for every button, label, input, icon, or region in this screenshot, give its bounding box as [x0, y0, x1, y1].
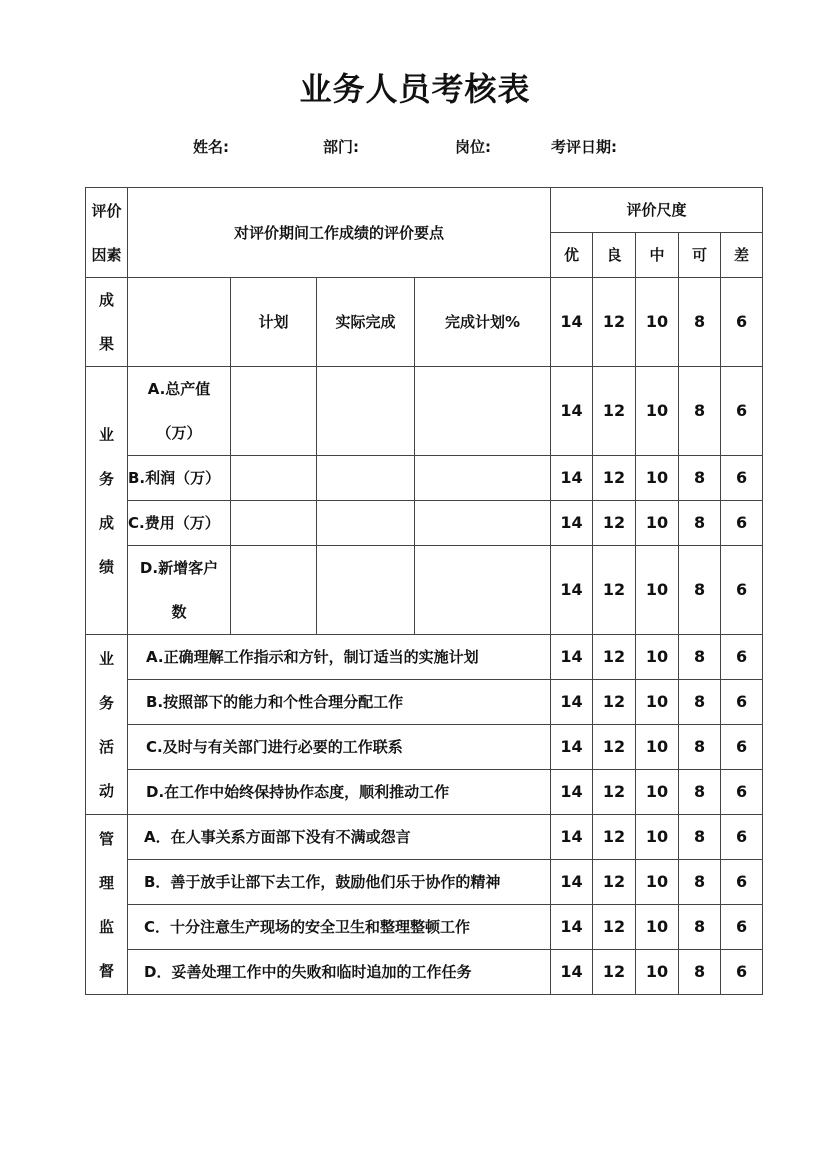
score-cell[interactable]: 12	[593, 770, 636, 815]
management-item: D．妥善处理工作中的失败和临时追加的工作任务	[128, 950, 551, 995]
score-cell[interactable]: 10	[636, 456, 679, 501]
factor-header: 评价 因素	[86, 188, 128, 278]
score-cell[interactable]: 12	[593, 635, 636, 680]
score-cell[interactable]: 6	[721, 367, 763, 456]
table-row	[86, 501, 763, 546]
table-row	[86, 635, 763, 680]
score-cell[interactable]: 10	[636, 815, 679, 860]
score-cell[interactable]: 10	[636, 950, 679, 995]
actual-input[interactable]	[317, 456, 415, 501]
table-row	[86, 456, 763, 501]
score-cell[interactable]: 10	[636, 367, 679, 456]
name-label: 姓名:	[193, 138, 229, 156]
plan-input[interactable]	[231, 546, 317, 635]
score-cell[interactable]: 8	[679, 905, 721, 950]
results-row	[86, 278, 763, 367]
score-cell[interactable]: 12	[593, 278, 636, 367]
score-cell[interactable]: 14	[551, 770, 593, 815]
evaluation-table	[85, 187, 763, 995]
scale-header: 评价尺度	[551, 188, 763, 233]
position-label: 岗位:	[455, 138, 491, 156]
score-cell[interactable]: 10	[636, 501, 679, 546]
score-cell[interactable]: 8	[679, 770, 721, 815]
score-cell[interactable]: 10	[636, 905, 679, 950]
score-cell[interactable]: 10	[636, 635, 679, 680]
score-cell[interactable]: 8	[679, 501, 721, 546]
score-cell[interactable]: 14	[551, 725, 593, 770]
plan-input[interactable]	[231, 456, 317, 501]
plan-input[interactable]	[231, 501, 317, 546]
score-cell[interactable]: 14	[551, 501, 593, 546]
table-row	[86, 815, 763, 860]
score-cell[interactable]: 10	[636, 725, 679, 770]
table-row	[86, 950, 763, 995]
table-row	[86, 770, 763, 815]
performance-item: A.总产值 （万）	[128, 367, 231, 456]
performance-category: 业 务 成 绩	[86, 367, 128, 635]
score-cell[interactable]: 6	[721, 905, 763, 950]
score-cell[interactable]: 12	[593, 815, 636, 860]
management-item: B．善于放手让部下去工作，鼓励他们乐于协作的精神	[128, 860, 551, 905]
score-cell[interactable]: 12	[593, 905, 636, 950]
activities-item: A.正确理解工作指示和方针，制订适当的实施计划	[128, 635, 551, 680]
actual-input[interactable]	[317, 546, 415, 635]
activities-item: D.在工作中始终保持协作态度，顺利推动工作	[128, 770, 551, 815]
score-cell[interactable]: 6	[721, 546, 763, 635]
grade-header: 优	[551, 233, 593, 278]
table-row	[86, 546, 763, 635]
percent-header: 完成计划%	[415, 278, 551, 367]
grade-header: 可	[679, 233, 721, 278]
score-cell[interactable]: 10	[636, 860, 679, 905]
score-cell[interactable]: 12	[593, 456, 636, 501]
actual-header: 实际完成	[317, 278, 415, 367]
page-title: 业务人员考核表	[299, 70, 531, 108]
table-row	[86, 680, 763, 725]
score-cell[interactable]: 14	[551, 950, 593, 995]
performance-item: D.新增客户 数	[128, 546, 231, 635]
points-header: 对评价期间工作成绩的评价要点	[128, 188, 551, 278]
score-cell[interactable]: 12	[593, 680, 636, 725]
actual-input[interactable]	[317, 501, 415, 546]
grade-header: 中	[636, 233, 679, 278]
table-row	[86, 725, 763, 770]
plan-header: 计划	[231, 278, 317, 367]
grade-header: 差	[721, 233, 763, 278]
activities-category: 业 务 活 动	[86, 635, 128, 815]
score-cell[interactable]: 8	[679, 950, 721, 995]
score-cell[interactable]: 10	[636, 770, 679, 815]
percent-input[interactable]	[415, 546, 551, 635]
management-item: C．十分注意生产现场的安全卫生和整理整顿工作	[128, 905, 551, 950]
management-item: A．在人事关系方面部下没有不满或怨言	[128, 815, 551, 860]
score-cell[interactable]: 8	[679, 635, 721, 680]
score-cell[interactable]: 14	[551, 680, 593, 725]
plan-input[interactable]	[231, 367, 317, 456]
score-cell[interactable]: 14	[551, 367, 593, 456]
dept-label: 部门:	[323, 138, 359, 156]
score-cell[interactable]: 14	[551, 278, 593, 367]
score-cell[interactable]: 6	[721, 501, 763, 546]
score-cell[interactable]: 6	[721, 815, 763, 860]
score-cell[interactable]: 14	[551, 860, 593, 905]
score-cell[interactable]: 8	[679, 815, 721, 860]
score-cell[interactable]: 8	[679, 456, 721, 501]
score-cell[interactable]: 10	[636, 278, 679, 367]
performance-item: C.费用（万）	[128, 501, 231, 546]
score-cell[interactable]: 8	[679, 278, 721, 367]
score-cell[interactable]: 6	[721, 456, 763, 501]
score-cell[interactable]: 8	[679, 860, 721, 905]
activities-item: B.按照部下的能力和个性合理分配工作	[128, 680, 551, 725]
empty-cell	[128, 278, 231, 367]
score-cell[interactable]: 6	[721, 635, 763, 680]
score-cell[interactable]: 6	[721, 950, 763, 995]
score-cell[interactable]: 10	[636, 680, 679, 725]
score-cell[interactable]: 6	[721, 278, 763, 367]
grade-header: 良	[593, 233, 636, 278]
percent-input[interactable]	[415, 367, 551, 456]
percent-input[interactable]	[415, 501, 551, 546]
results-category: 成 果	[86, 278, 128, 367]
score-cell[interactable]: 8	[679, 367, 721, 456]
score-cell[interactable]: 12	[593, 501, 636, 546]
table-row	[86, 905, 763, 950]
table-row	[86, 860, 763, 905]
score-cell[interactable]: 10	[636, 546, 679, 635]
score-cell[interactable]: 14	[551, 456, 593, 501]
score-cell[interactable]: 8	[679, 546, 721, 635]
percent-input[interactable]	[415, 456, 551, 501]
activities-item: C.及时与有关部门进行必要的工作联系	[128, 725, 551, 770]
score-cell[interactable]: 12	[593, 546, 636, 635]
score-cell[interactable]: 14	[551, 905, 593, 950]
score-cell[interactable]: 12	[593, 725, 636, 770]
score-cell[interactable]: 12	[593, 367, 636, 456]
score-cell[interactable]: 6	[721, 680, 763, 725]
score-cell[interactable]: 8	[679, 725, 721, 770]
score-cell[interactable]: 12	[593, 950, 636, 995]
score-cell[interactable]: 12	[593, 860, 636, 905]
table-row	[86, 367, 763, 456]
score-cell[interactable]: 14	[551, 546, 593, 635]
score-cell[interactable]: 6	[721, 770, 763, 815]
score-cell[interactable]: 14	[551, 635, 593, 680]
score-cell[interactable]: 14	[551, 815, 593, 860]
score-cell[interactable]: 6	[721, 725, 763, 770]
date-label: 考评日期:	[551, 138, 617, 156]
performance-item: B.利润（万）	[128, 456, 231, 501]
score-cell[interactable]: 6	[721, 860, 763, 905]
score-cell[interactable]: 8	[679, 680, 721, 725]
actual-input[interactable]	[317, 367, 415, 456]
management-category: 管 理 监 督	[86, 815, 128, 995]
